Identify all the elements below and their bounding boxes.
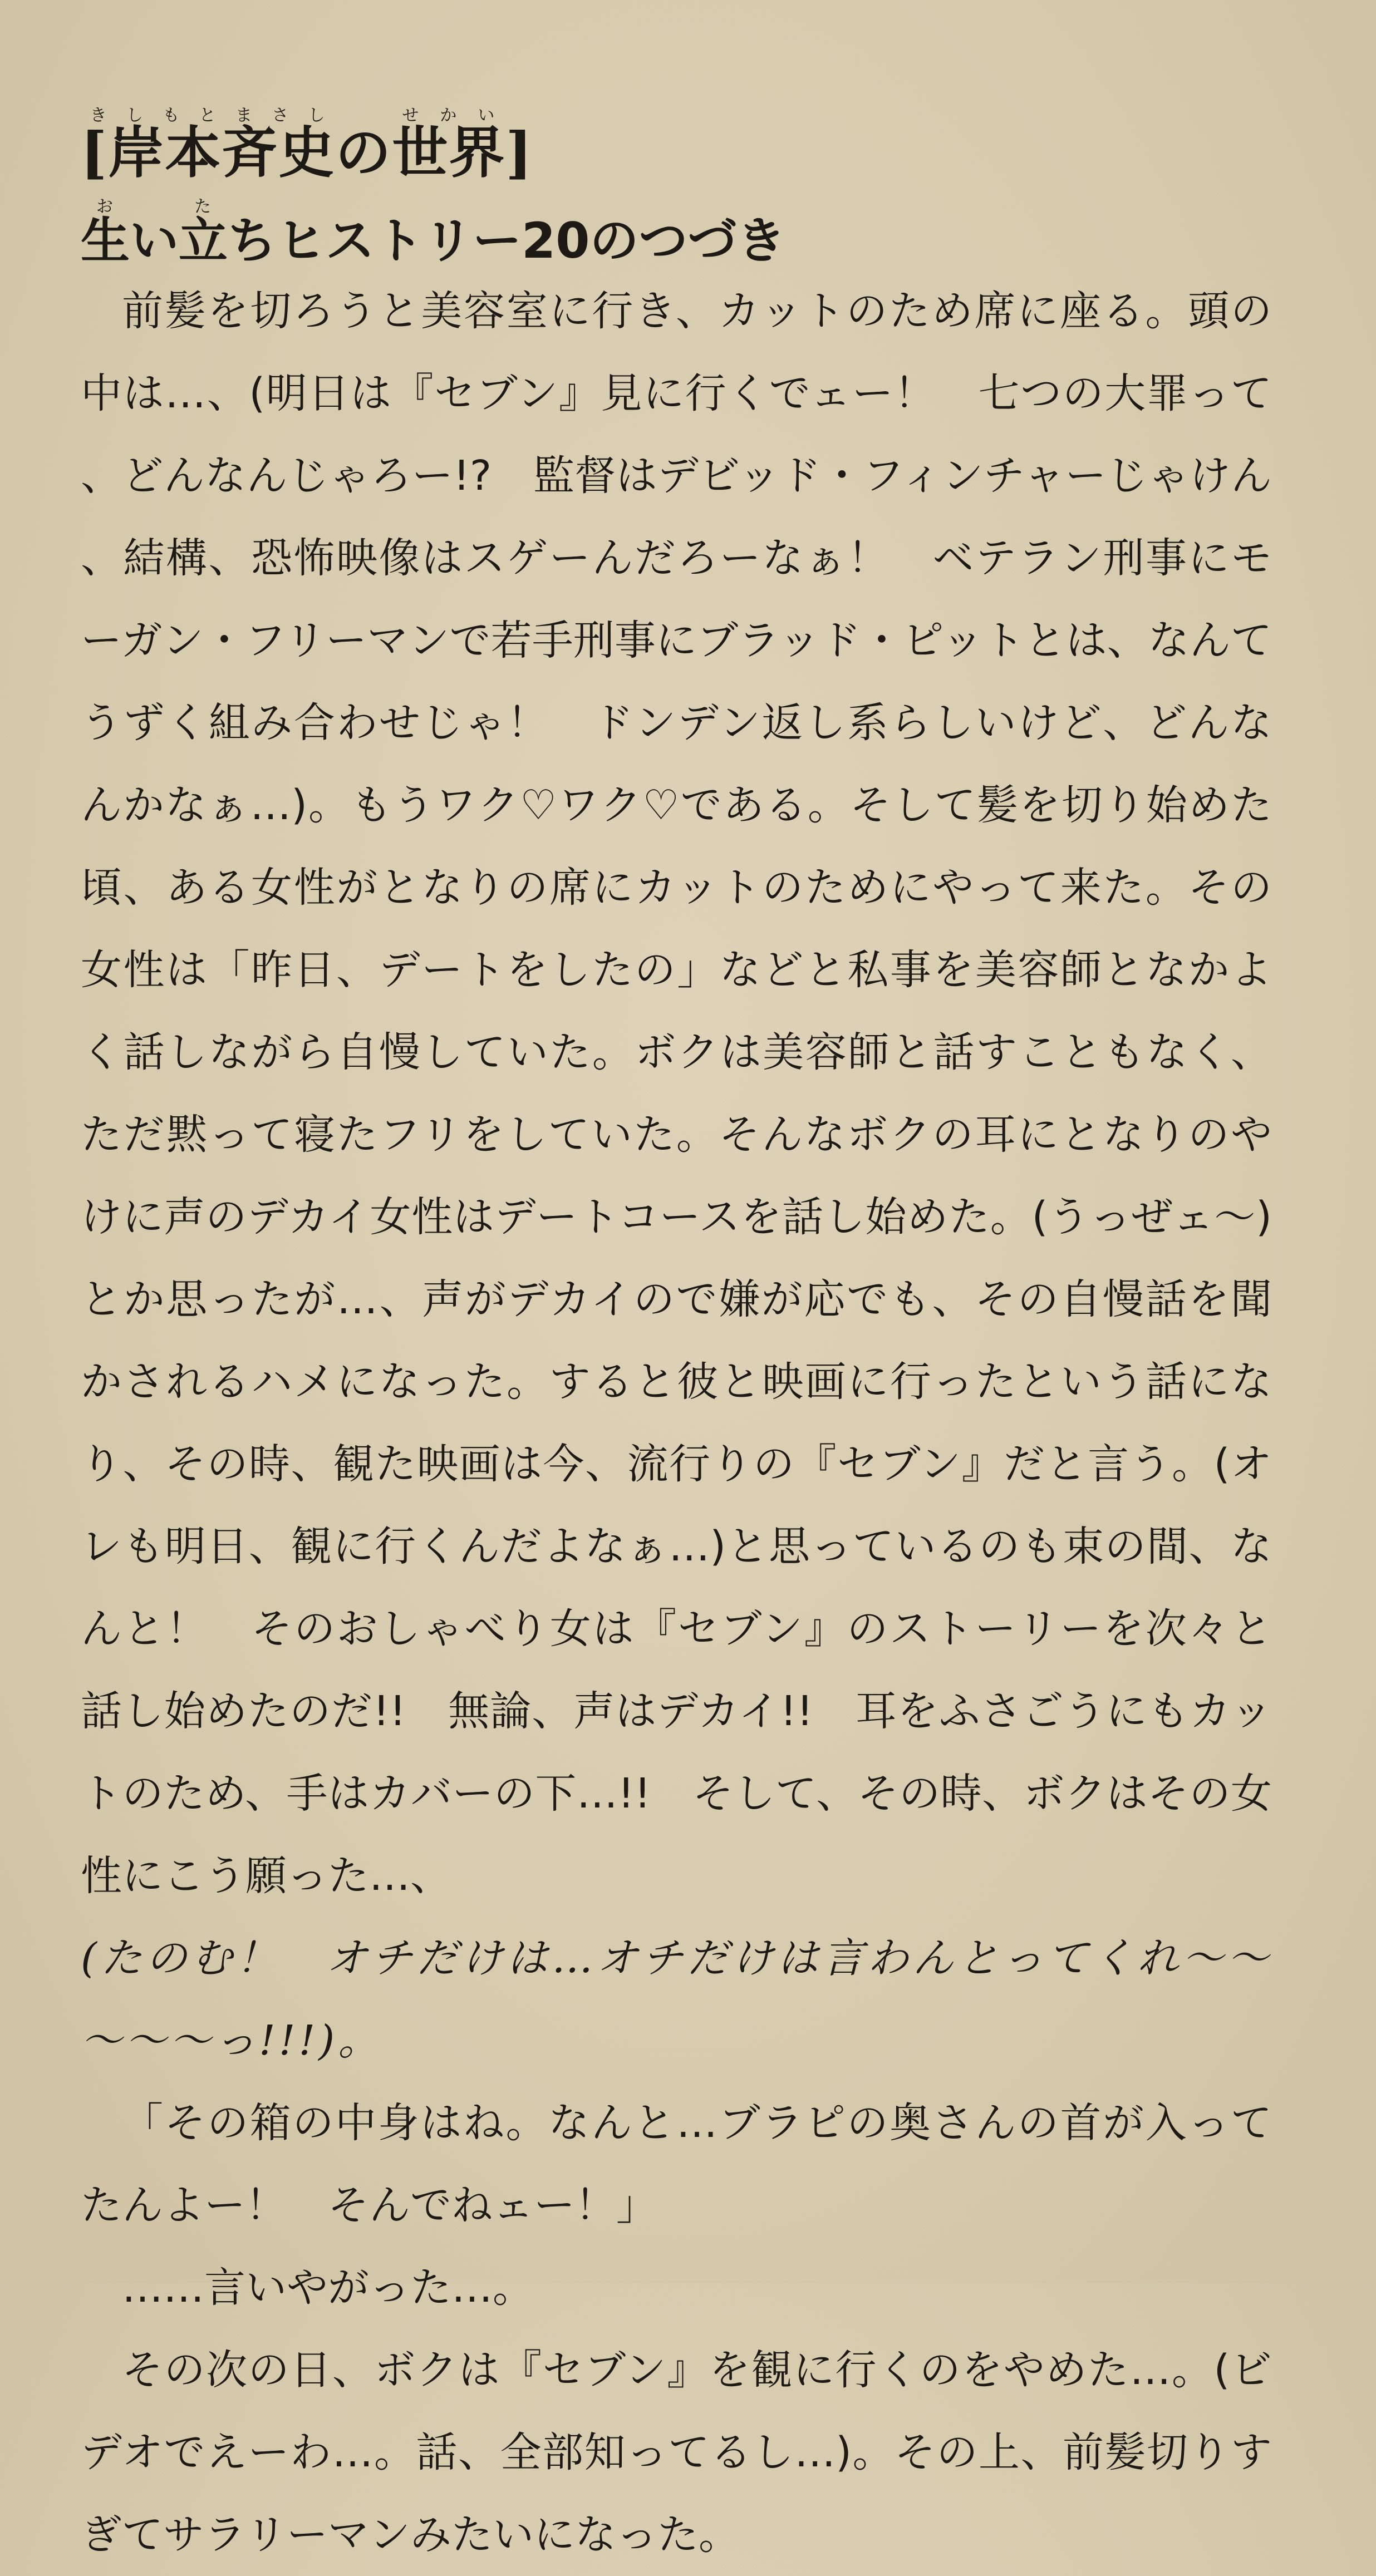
body-paragraph-said: ……言いやがった…。	[122, 2264, 534, 2312]
body-paragraph-last: その次の日、ボクは『セブン』を観に行くのをやめた…。(ビデオでえーわ…。話、全部知ってるし…)。その上、前髪切りすぎてサラリーマンみたいになった。	[81, 2346, 1272, 2559]
handwritten-plea: (たのむ！ オチだけは…オチだけは言わんとってくれ〜〜〜〜〜っ!!!)。	[81, 1934, 1272, 2065]
body-paragraph-1: 前髪を切ろうと美容室に行き、カットのため席に座る。頭の中は…、(明日は『セブン』見に行くでェー！ 七つの大罪って、どんなんじゃろー!? 監督はデビッド・フィンチャーじゃけん、結構、恐怖映像はスゲーんだろーなぁ！ ベテラン刑事にモーガン・フリーマンで若手刑事にブラッド・ピットとは、なんてうずく組み合わせじゃ！ ドンデン返し系らしいけど、どんなんかなぁ…)。もうワク♡ワク♡である。そして髪を切り始めた頃、ある女性がとなりの席にカットのためにやって来た。その女性は「昨日、デートをしたの」などと私事を美容師となかよく話しながら自慢していた。ボクは美容師と話すこともなく、ただ黙って寝たフリをしていた。そんなボクの耳にとなりのやけに声のデカイ女性はデートコースを話し始めた。(うっぜェ〜)とか思ったが…、声がデカイので嫌が応でも、その自慢話を聞かされるハメになった。すると彼と映画に行ったという話になり、その時、観た映画は今、流行りの『セブン』だと言う。(オレも明日、観に行くんだよなぁ…)と思っているのも束の間、なんと！ そのおしゃべり女は『セブン』のストーリーを次々と話し始めたのだ!! 無論、声はデカイ!! 耳をふさごうにもカットのため、手はカバーの下…!! そして、その時、ボクはその女性にこう願った…、	[81, 287, 1272, 1900]
body-paragraph-quote: 「その箱の中身はね。なんと…ブラピの奥さんの首が入ってたんよー！ そんでねェー！」	[81, 2099, 1272, 2229]
section-subtitle: 生おい立たちヒストリー20のつづき	[81, 197, 786, 269]
section-title: [岸本斉史きしもとまさしの世界せかい]	[81, 106, 533, 185]
book-page	[81, 106, 1272, 2576]
